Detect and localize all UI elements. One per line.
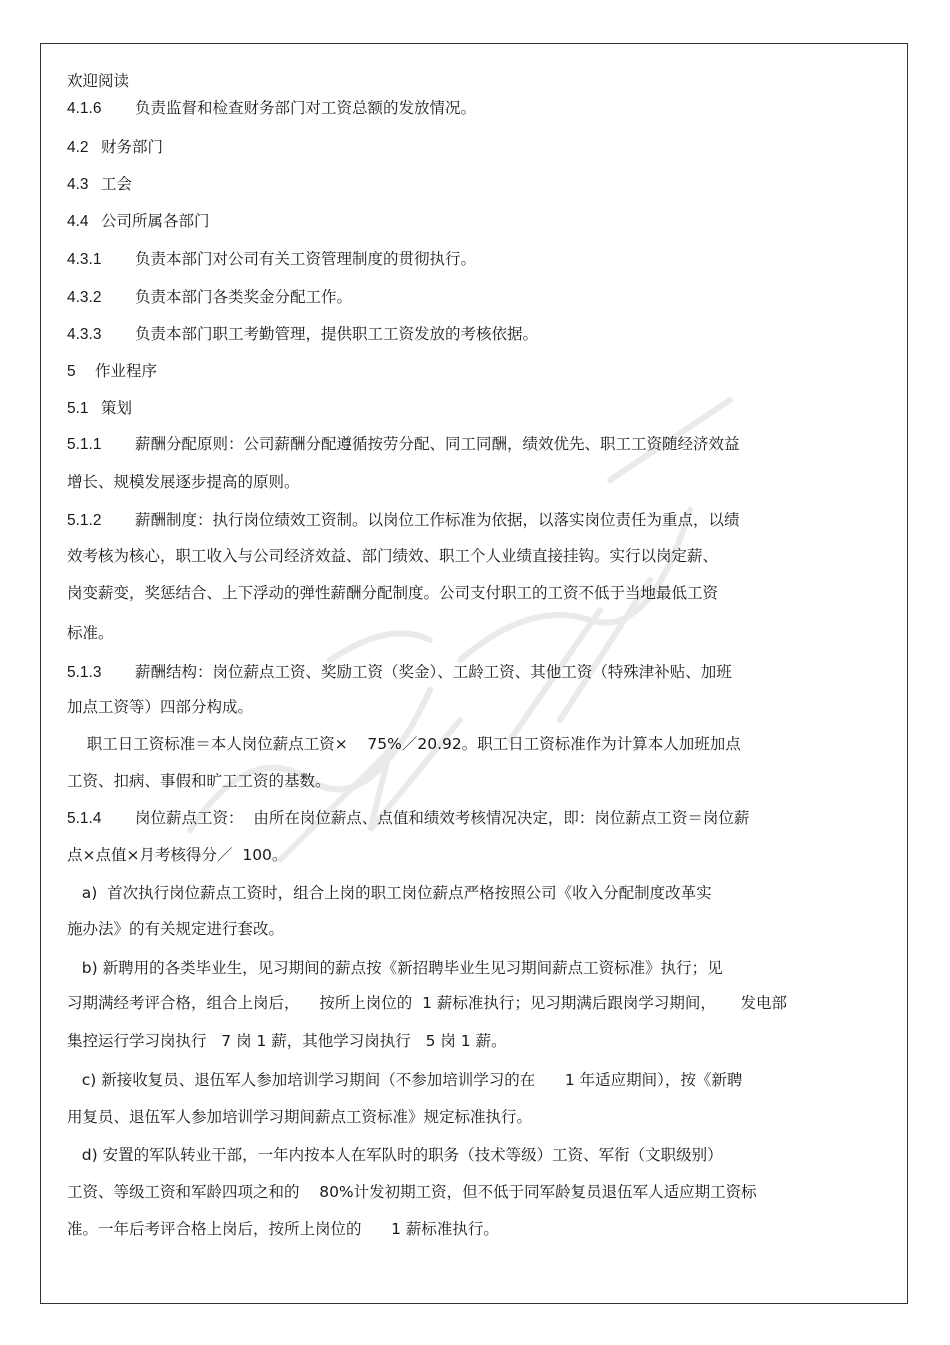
text-line [67, 697, 253, 717]
line-text: 用复员、退伍军人参加培训学习期间薪点工资标准》规定标准执行。 [67, 1108, 533, 1126]
text-line [67, 137, 163, 158]
line-text: 岗变薪变，奖惩结合、上下浮动的弹性薪酬分配制度。公司支付职工的工资不低于当地最低工资 [67, 584, 719, 602]
text-line [67, 883, 712, 903]
text-line [67, 249, 476, 270]
line-text: 加点工资等）四部分构成。 [67, 698, 254, 716]
line-text: 作业程序 [95, 362, 158, 380]
text-line [67, 958, 723, 978]
text-line [67, 734, 741, 754]
section-number: 5.1 [67, 400, 89, 417]
line-text: 职工日工资标准＝本人岗位薪点工资× 75%／20.92。职工日工资标准作为计算本人加班加点 [67, 735, 741, 753]
text-line [67, 1107, 532, 1127]
text-line [67, 434, 740, 455]
line-text: c) 新接收复员、退伍军人参加培训学习期间（不参加培训学习的在 1 年适应期间），按《新聘 [67, 1071, 743, 1089]
text-line [67, 1031, 507, 1051]
line-text: b) 新聘用的各类毕业生，见习期间的薪点按《新招聘毕业生见习期间薪点工资标准》执行；见 [67, 959, 723, 977]
section-number: 4.3.2 [67, 289, 102, 306]
section-number: 4.3.3 [67, 326, 102, 343]
line-text: 负责本部门职工考勤管理，提供职工工资发放的考核依据。 [135, 325, 539, 343]
text-line [67, 398, 132, 419]
text-line [67, 510, 740, 531]
section-number: 4.3 [67, 176, 89, 193]
line-text: 工资、等级工资和军龄四项之和的 80%计发初期工资，但不低于同军龄复员退伍军人适应期工资标 [67, 1183, 757, 1201]
line-text: 工资、扣病、事假和旷工工资的基数。 [67, 772, 331, 790]
text-line [67, 1070, 742, 1090]
text-line [67, 583, 718, 603]
line-text: 薪酬制度：执行岗位绩效工资制。以岗位工作标准为依据，以落实岗位责任为重点，以绩 [135, 511, 740, 529]
text-line [67, 993, 787, 1013]
text-line [67, 546, 718, 566]
line-text: 岗位薪点工资： 由所在岗位薪点、点值和绩效考核情况决定，即：岗位薪点工资＝岗位薪 [135, 809, 750, 827]
text-line [67, 662, 732, 683]
line-text: a) 首次执行岗位薪点工资时，组合上岗的职工岗位薪点严格按照公司《收入分配制度改革实 [67, 884, 712, 902]
text-line [67, 1145, 723, 1165]
section-number: 4.4 [67, 213, 89, 230]
line-text: 标准。 [67, 624, 114, 642]
line-text: 财务部门 [101, 138, 164, 156]
line-text: 公司所属各部门 [101, 212, 210, 230]
text-line [67, 808, 749, 829]
text-line [67, 845, 287, 865]
section-number: 5.1.1 [67, 436, 102, 453]
text-line [67, 623, 114, 643]
line-text: 点×点值×月考核得分／ 100。 [67, 846, 288, 864]
line-text: 准。一年后考评合格上岗后，按所上岗位的 1 薪标准执行。 [67, 1220, 499, 1238]
text-line [67, 174, 132, 195]
text-line [67, 98, 476, 119]
text-line [67, 1182, 757, 1202]
line-text: 效考核为核心，职工收入与公司经济效益、部门绩效、职工个人业绩直接挂钩。实行以岗定薪、 [67, 547, 719, 565]
text-line [67, 472, 300, 492]
line-text: 薪酬分配原则：公司薪酬分配遵循按劳分配、同工同酬，绩效优先、职工工资随经济效益 [135, 435, 740, 453]
text-line [67, 211, 210, 232]
line-text: 集控运行学习岗执行 7 岗 1 薪，其他学习岗执行 5 岗 1 薪。 [67, 1032, 507, 1050]
text-line [67, 919, 284, 939]
text-line [67, 771, 331, 791]
text-line [67, 287, 352, 308]
line-text: 负责监督和检查财务部门对工资总额的发放情况。 [135, 99, 477, 117]
line-text: 负责本部门各类奖金分配工作。 [135, 288, 353, 306]
line-text: 习期满经考评合格，组合上岗后， 按所上岗位的 1 薪标准执行；见习期满后跟岗学习期间， 发电部 [67, 994, 787, 1012]
section-number: 4.3.1 [67, 251, 102, 268]
line-text: 工会 [101, 175, 133, 193]
section-number: 5.1.4 [67, 810, 102, 827]
line-text: 施办法》的有关规定进行套改。 [67, 920, 285, 938]
text-line [67, 1219, 499, 1239]
section-number: 5.1.2 [67, 512, 102, 529]
line-text: 策划 [101, 399, 133, 417]
section-number: 4.2 [67, 139, 89, 156]
line-text: d) 安置的军队转业干部，一年内按本人在军队时的职务（技术等级）工资、军衔（文职级别） [67, 1146, 723, 1164]
header-label: 欢迎阅读 [67, 72, 130, 90]
line-text: 负责本部门对公司有关工资管理制度的贯彻执行。 [135, 250, 477, 268]
section-number: 5.1.3 [67, 664, 102, 681]
section-number: 4.1.6 [67, 100, 102, 117]
section-number: 5 [67, 363, 76, 380]
line-text: 增长、规模发展逐步提高的原则。 [67, 473, 300, 491]
line-text: 薪酬结构：岗位薪点工资、奖励工资（奖金）、工龄工资、其他工资（特殊津补贴、加班 [135, 663, 732, 681]
text-line [67, 324, 538, 345]
text-line [67, 361, 157, 382]
